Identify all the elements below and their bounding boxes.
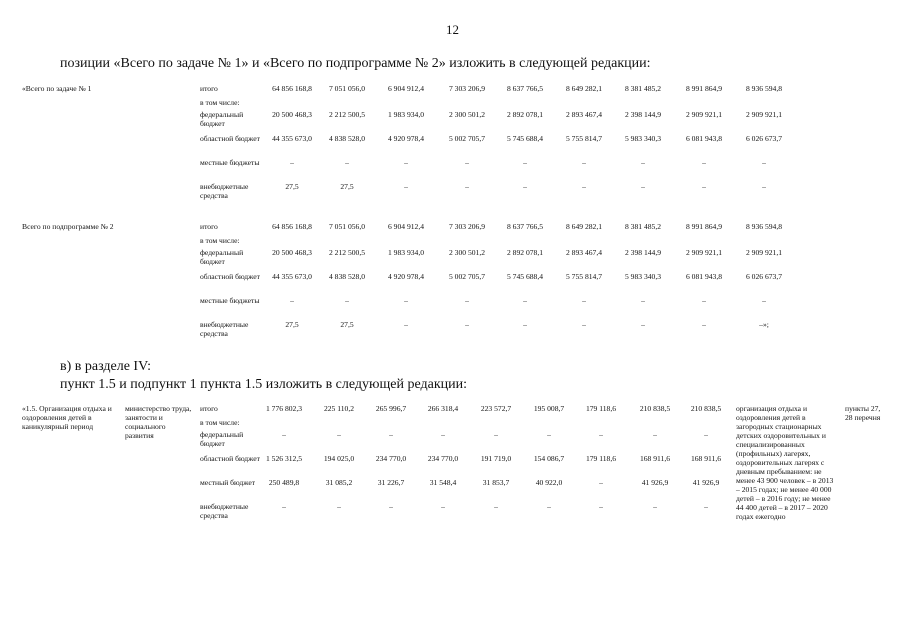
block2-value-cell: –	[345, 296, 349, 305]
block3-value-cell: 168 911,6	[690, 454, 722, 463]
block3-value-cell: –	[599, 502, 603, 511]
block1-value-cell: 5 745 688,4	[506, 134, 544, 143]
block2-value-cell: –	[523, 320, 527, 329]
block1-value-cell: 6 026 673,7	[745, 134, 783, 143]
block3-value-cell: 168 911,6	[639, 454, 671, 463]
block1-value-cell: –	[702, 182, 706, 191]
block3-row-label: в том числе:	[200, 418, 240, 427]
block3-value-cell: 31 853,7	[482, 478, 510, 487]
block3-value-cell: –	[547, 430, 551, 439]
block1-value-cell: 1 983 934,0	[387, 110, 425, 119]
block3-value-cell: 265 996,7	[375, 404, 407, 413]
block2-title: Всего по подпрограмме № 2	[22, 222, 114, 231]
block3-value-cell: –	[599, 430, 603, 439]
block3-value-cell: –	[389, 430, 393, 439]
block2-value-cell: 2 300 501,2	[448, 248, 486, 257]
block1-value-cell: –	[404, 158, 408, 167]
block1-value-cell: 7 051 056,0	[328, 84, 366, 93]
block3-value-cell: –	[547, 502, 551, 511]
block2-row-label: местные бюджеты	[200, 296, 260, 305]
block1-value-cell: 6 081 943,8	[685, 134, 723, 143]
block2-value-cell: –»;	[759, 320, 769, 329]
block2-value-cell: 8 649 282,1	[565, 222, 603, 231]
block2-value-cell: –	[641, 320, 645, 329]
block1-value-cell: 8 936 594,8	[745, 84, 783, 93]
block1-value-cell: 5 002 705,7	[448, 134, 486, 143]
block1-value-cell: 4 920 978,4	[387, 134, 425, 143]
block1-value-cell: 5 755 814,7	[565, 134, 603, 143]
block3-value-cell: –	[337, 430, 341, 439]
block2-value-cell: 4 838 528,0	[328, 272, 366, 281]
block2-value-cell: 8 991 864,9	[685, 222, 723, 231]
block2-value-cell: 2 909 921,1	[745, 248, 783, 257]
block1-value-cell: 64 856 168,8	[272, 84, 312, 93]
block2-value-cell: 8 637 766,5	[506, 222, 544, 231]
block1-value-cell: –	[641, 158, 645, 167]
block1-value-cell: –	[523, 158, 527, 167]
heading-positions: позиции «Всего по задаче № 1» и «Всего по подпрограмме № 2» изложить в следующей редакции:	[60, 56, 651, 71]
block2-row-label: федеральный бюджет	[200, 248, 244, 266]
block2-value-cell: 2 909 921,1	[685, 248, 723, 257]
block3-value-cell: 234 770,0	[375, 454, 407, 463]
block3-value-cell: –	[494, 430, 498, 439]
block3-value-cell: –	[441, 502, 445, 511]
block3-value-cell: 31 085,2	[325, 478, 353, 487]
block2-value-cell: 2 893 467,4	[565, 248, 603, 257]
block1-row-label: местные бюджеты	[200, 158, 260, 167]
block1-value-cell: –	[404, 182, 408, 191]
block3-value-cell: 210 838,5	[639, 404, 671, 413]
block1-value-cell: 8 649 282,1	[565, 84, 603, 93]
block2-value-cell: –	[762, 296, 766, 305]
block3-value-cell: 234 770,0	[427, 454, 459, 463]
block1-value-cell: 6 904 912,4	[387, 84, 425, 93]
block1-value-cell: 20 500 468,3	[272, 110, 312, 119]
block1-value-cell: –	[465, 182, 469, 191]
block3-value-cell: 225 110,2	[323, 404, 355, 413]
block3-value-cell: –	[704, 430, 708, 439]
block2-value-cell: –	[523, 296, 527, 305]
block3-value-cell: –	[282, 430, 286, 439]
block3-value-cell: –	[704, 502, 708, 511]
block1-value-cell: 2 893 467,4	[565, 110, 603, 119]
block2-value-cell: 2 398 144,9	[624, 248, 662, 257]
block1-title: «Всего по задаче № 1	[22, 84, 92, 93]
block3-value-cell: –	[441, 430, 445, 439]
block1-row-label: областной бюджет	[200, 134, 260, 143]
block1-value-cell: –	[582, 182, 586, 191]
block2-value-cell: 44 355 673,0	[272, 272, 312, 281]
block3-value-cell: –	[337, 502, 341, 511]
block2-value-cell: 8 381 485,2	[624, 222, 662, 231]
block3-value-cell: 179 118,6	[585, 454, 617, 463]
block3-row-label: внебюджетные средства	[200, 502, 249, 520]
block1-value-cell: –	[762, 158, 766, 167]
block3-reference: пункты 27, 28 перечня	[845, 404, 881, 422]
block3-result: организация отдыха и оздоровления детей в загородных стационарных детских оздоровительных и специализированных (профильных) лагерях, оздоровительных лагерях с дневным пребыванием: не менее 43 900 человек – в 2013 – 2015 годах; не менее 40 000 детей – в 2016 году; не менее 44 400 детей – в 2017 – 2020 годах ежегодно	[736, 404, 834, 521]
block2-value-cell: –	[465, 296, 469, 305]
block3-value-cell: –	[389, 502, 393, 511]
block1-value-cell: 2 892 078,1	[506, 110, 544, 119]
block2-row-label: в том числе:	[200, 236, 240, 245]
block1-value-cell: –	[523, 182, 527, 191]
block1-row-label: внебюджетные средства	[200, 182, 249, 200]
block2-value-cell: 7 303 206,9	[448, 222, 486, 231]
block2-value-cell: 20 500 468,3	[272, 248, 312, 257]
block1-value-cell: 27,5	[285, 182, 299, 191]
block1-value-cell: –	[582, 158, 586, 167]
block2-row-label: итого	[200, 222, 218, 231]
block2-value-cell: 5 745 688,4	[506, 272, 544, 281]
block1-row-label: итого	[200, 84, 218, 93]
block1-value-cell: –	[702, 158, 706, 167]
block2-value-cell: 2 892 078,1	[506, 248, 544, 257]
block1-value-cell: –	[762, 182, 766, 191]
block2-row-label: внебюджетные средства	[200, 320, 249, 338]
block2-value-cell: 1 983 934,0	[387, 248, 425, 257]
block2-value-cell: –	[582, 320, 586, 329]
block1-value-cell: –	[465, 158, 469, 167]
block3-value-cell: 210 838,5	[690, 404, 722, 413]
block3-value-cell: 31 226,7	[377, 478, 405, 487]
block2-value-cell: –	[404, 320, 408, 329]
block3-value-cell: 195 008,7	[533, 404, 565, 413]
page-number: 12	[446, 22, 459, 37]
block3-row-label: федеральный бюджет	[200, 430, 244, 448]
block3-title: «1.5. Организация отдыха и оздоровления детей в каникулярный период	[22, 404, 112, 431]
block2-value-cell: 5 755 814,7	[565, 272, 603, 281]
block2-value-cell: –	[404, 296, 408, 305]
block1-value-cell: 4 838 528,0	[328, 134, 366, 143]
block2-value-cell: 27,5	[340, 320, 354, 329]
block3-row-label: местный бюджет	[200, 478, 256, 487]
block3-value-cell: –	[494, 502, 498, 511]
block3-value-cell: 191 719,0	[480, 454, 512, 463]
block1-value-cell: 7 303 206,9	[448, 84, 486, 93]
block2-value-cell: 64 856 168,8	[272, 222, 312, 231]
block3-value-cell: 194 025,0	[323, 454, 355, 463]
block1-value-cell: –	[345, 158, 349, 167]
heading-section-iv: в) в разделе IV:	[60, 359, 152, 374]
block2-value-cell: –	[582, 296, 586, 305]
block1-value-cell: 5 983 340,3	[624, 134, 662, 143]
block1-value-cell: 44 355 673,0	[272, 134, 312, 143]
block3-row-label: итого	[200, 404, 218, 413]
block3-value-cell: 250 489,8	[268, 478, 300, 487]
block2-value-cell: 27,5	[285, 320, 299, 329]
block3-value-cell: 179 118,6	[585, 404, 617, 413]
block1-value-cell: 2 909 921,1	[685, 110, 723, 119]
block1-value-cell: 8 637 766,5	[506, 84, 544, 93]
block2-value-cell: –	[702, 296, 706, 305]
block1-value-cell: 2 212 500,5	[328, 110, 366, 119]
block2-row-label: областной бюджет	[200, 272, 260, 281]
block3-value-cell: –	[282, 502, 286, 511]
block2-value-cell: 6 081 943,8	[685, 272, 723, 281]
block2-value-cell: 4 920 978,4	[387, 272, 425, 281]
block2-value-cell: 5 002 705,7	[448, 272, 486, 281]
block3-value-cell: 1 526 312,5	[265, 454, 303, 463]
block3-value-cell: 154 086,7	[533, 454, 565, 463]
block1-row-label: в том числе:	[200, 98, 240, 107]
block2-value-cell: 2 212 500,5	[328, 248, 366, 257]
block3-value-cell: –	[653, 502, 657, 511]
block2-value-cell: –	[465, 320, 469, 329]
block1-value-cell: 2 398 144,9	[624, 110, 662, 119]
block1-value-cell: –	[290, 158, 294, 167]
block2-value-cell: 7 051 056,0	[328, 222, 366, 231]
block2-value-cell: 6 904 912,4	[387, 222, 425, 231]
block2-value-cell: 8 936 594,8	[745, 222, 783, 231]
block3-value-cell: –	[599, 478, 603, 487]
block3-value-cell: 41 926,9	[641, 478, 669, 487]
block2-value-cell: –	[641, 296, 645, 305]
block3-executor: министерство труда, занятости и социального развития	[125, 404, 192, 440]
block3-value-cell: 31 548,4	[429, 478, 457, 487]
block2-value-cell: 5 983 340,3	[624, 272, 662, 281]
block3-value-cell: 40 922,0	[535, 478, 563, 487]
heading-point-1-5: пункт 1.5 и подпункт 1 пункта 1.5 изложить в следующей редакции:	[60, 377, 468, 392]
block1-value-cell: 8 381 485,2	[624, 84, 662, 93]
block3-value-cell: 1 776 802,3	[265, 404, 303, 413]
block2-value-cell: –	[702, 320, 706, 329]
block1-value-cell: 2 909 921,1	[745, 110, 783, 119]
block1-value-cell: –	[641, 182, 645, 191]
block3-value-cell: 223 572,7	[480, 404, 512, 413]
block2-value-cell: 6 026 673,7	[745, 272, 783, 281]
block2-value-cell: –	[290, 296, 294, 305]
block3-value-cell: 41 926,9	[692, 478, 720, 487]
block1-row-label: федеральный бюджет	[200, 110, 244, 128]
block3-value-cell: 266 318,4	[427, 404, 459, 413]
block1-value-cell: 8 991 864,9	[685, 84, 723, 93]
block1-value-cell: 2 300 501,2	[448, 110, 486, 119]
block3-row-label: областной бюджет	[200, 454, 260, 463]
block1-value-cell: 27,5	[340, 182, 354, 191]
block3-value-cell: –	[653, 430, 657, 439]
